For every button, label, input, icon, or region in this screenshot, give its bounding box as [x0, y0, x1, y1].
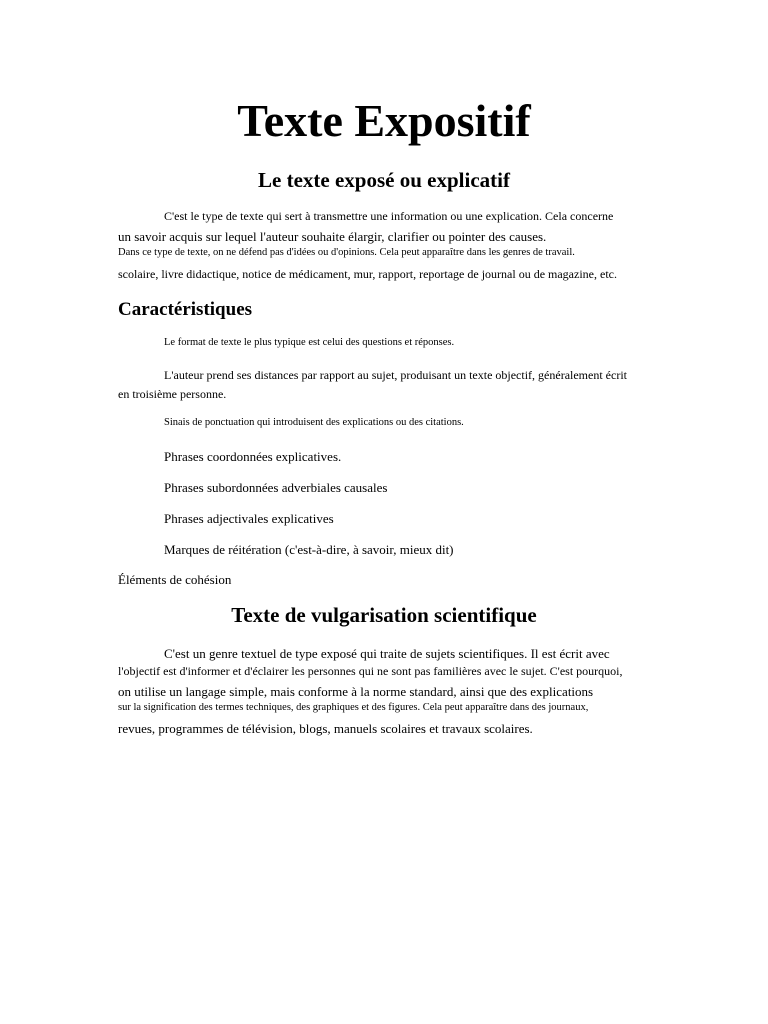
characteristic-item: L'auteur prend ses distances par rapport au sujet, produisant un texte objectif, généralement écrit: [164, 368, 627, 382]
characteristic-item: en troisième personne.: [118, 387, 227, 401]
paragraph-line: on utilise un langage simple, mais conforme à la norme standard, ainsi que des explications: [118, 684, 594, 699]
characteristic-item: Phrases adjectivales explicatives: [164, 511, 334, 526]
paragraph-line: revues, programmes de télévision, blogs, manuels scolaires et travaux scolaires.: [118, 721, 533, 736]
paragraph-line: sur la signification des termes techniques, des graphiques et des figures. Cela peut apparaître dans des journaux,: [118, 702, 589, 713]
characteristic-item: Marques de réitération (c'est-à-dire, à savoir, mieux dit): [164, 542, 454, 557]
characteristic-item: Le format de texte le plus typique est celui des questions et réponses.: [164, 337, 455, 348]
characteristic-item: Phrases coordonnées explicatives.: [164, 449, 342, 464]
section-heading-expository: Le texte exposé ou explicatif: [258, 168, 510, 192]
document-title: Texte Expositif: [237, 95, 531, 146]
paragraph-line: l'objectif est d'informer et d'éclairer les personnes qui ne sont pas familières avec le sujet. C'est pourquoi,: [118, 664, 623, 678]
paragraph-line: Dans ce type de texte, on ne défend pas d'idées ou d'opinions. Cela peut apparaître dans les genres de travail.: [118, 247, 575, 258]
section-heading-popular-science: Texte de vulgarisation scientifique: [231, 603, 537, 627]
section-heading-characteristics: Caractéristiques: [118, 299, 253, 320]
characteristic-item: Sinais de ponctuation qui introduisent des explications ou des citations.: [164, 417, 464, 428]
characteristic-item: Éléments de cohésion: [118, 572, 232, 587]
paragraph-line: un savoir acquis sur lequel l'auteur souhaite élargir, clarifier ou pointer des causes.: [118, 229, 547, 244]
paragraph-line: C'est le type de texte qui sert à transmettre une information ou une explication. Cela concerne: [164, 209, 614, 223]
characteristic-item: Phrases subordonnées adverbiales causales: [164, 480, 388, 495]
paragraph-line: scolaire, livre didactique, notice de médicament, mur, rapport, reportage de journal ou de magazine, etc.: [118, 267, 617, 281]
paragraph-line: C'est un genre textuel de type exposé qui traite de sujets scientifiques. Il est écrit avec: [164, 646, 610, 661]
